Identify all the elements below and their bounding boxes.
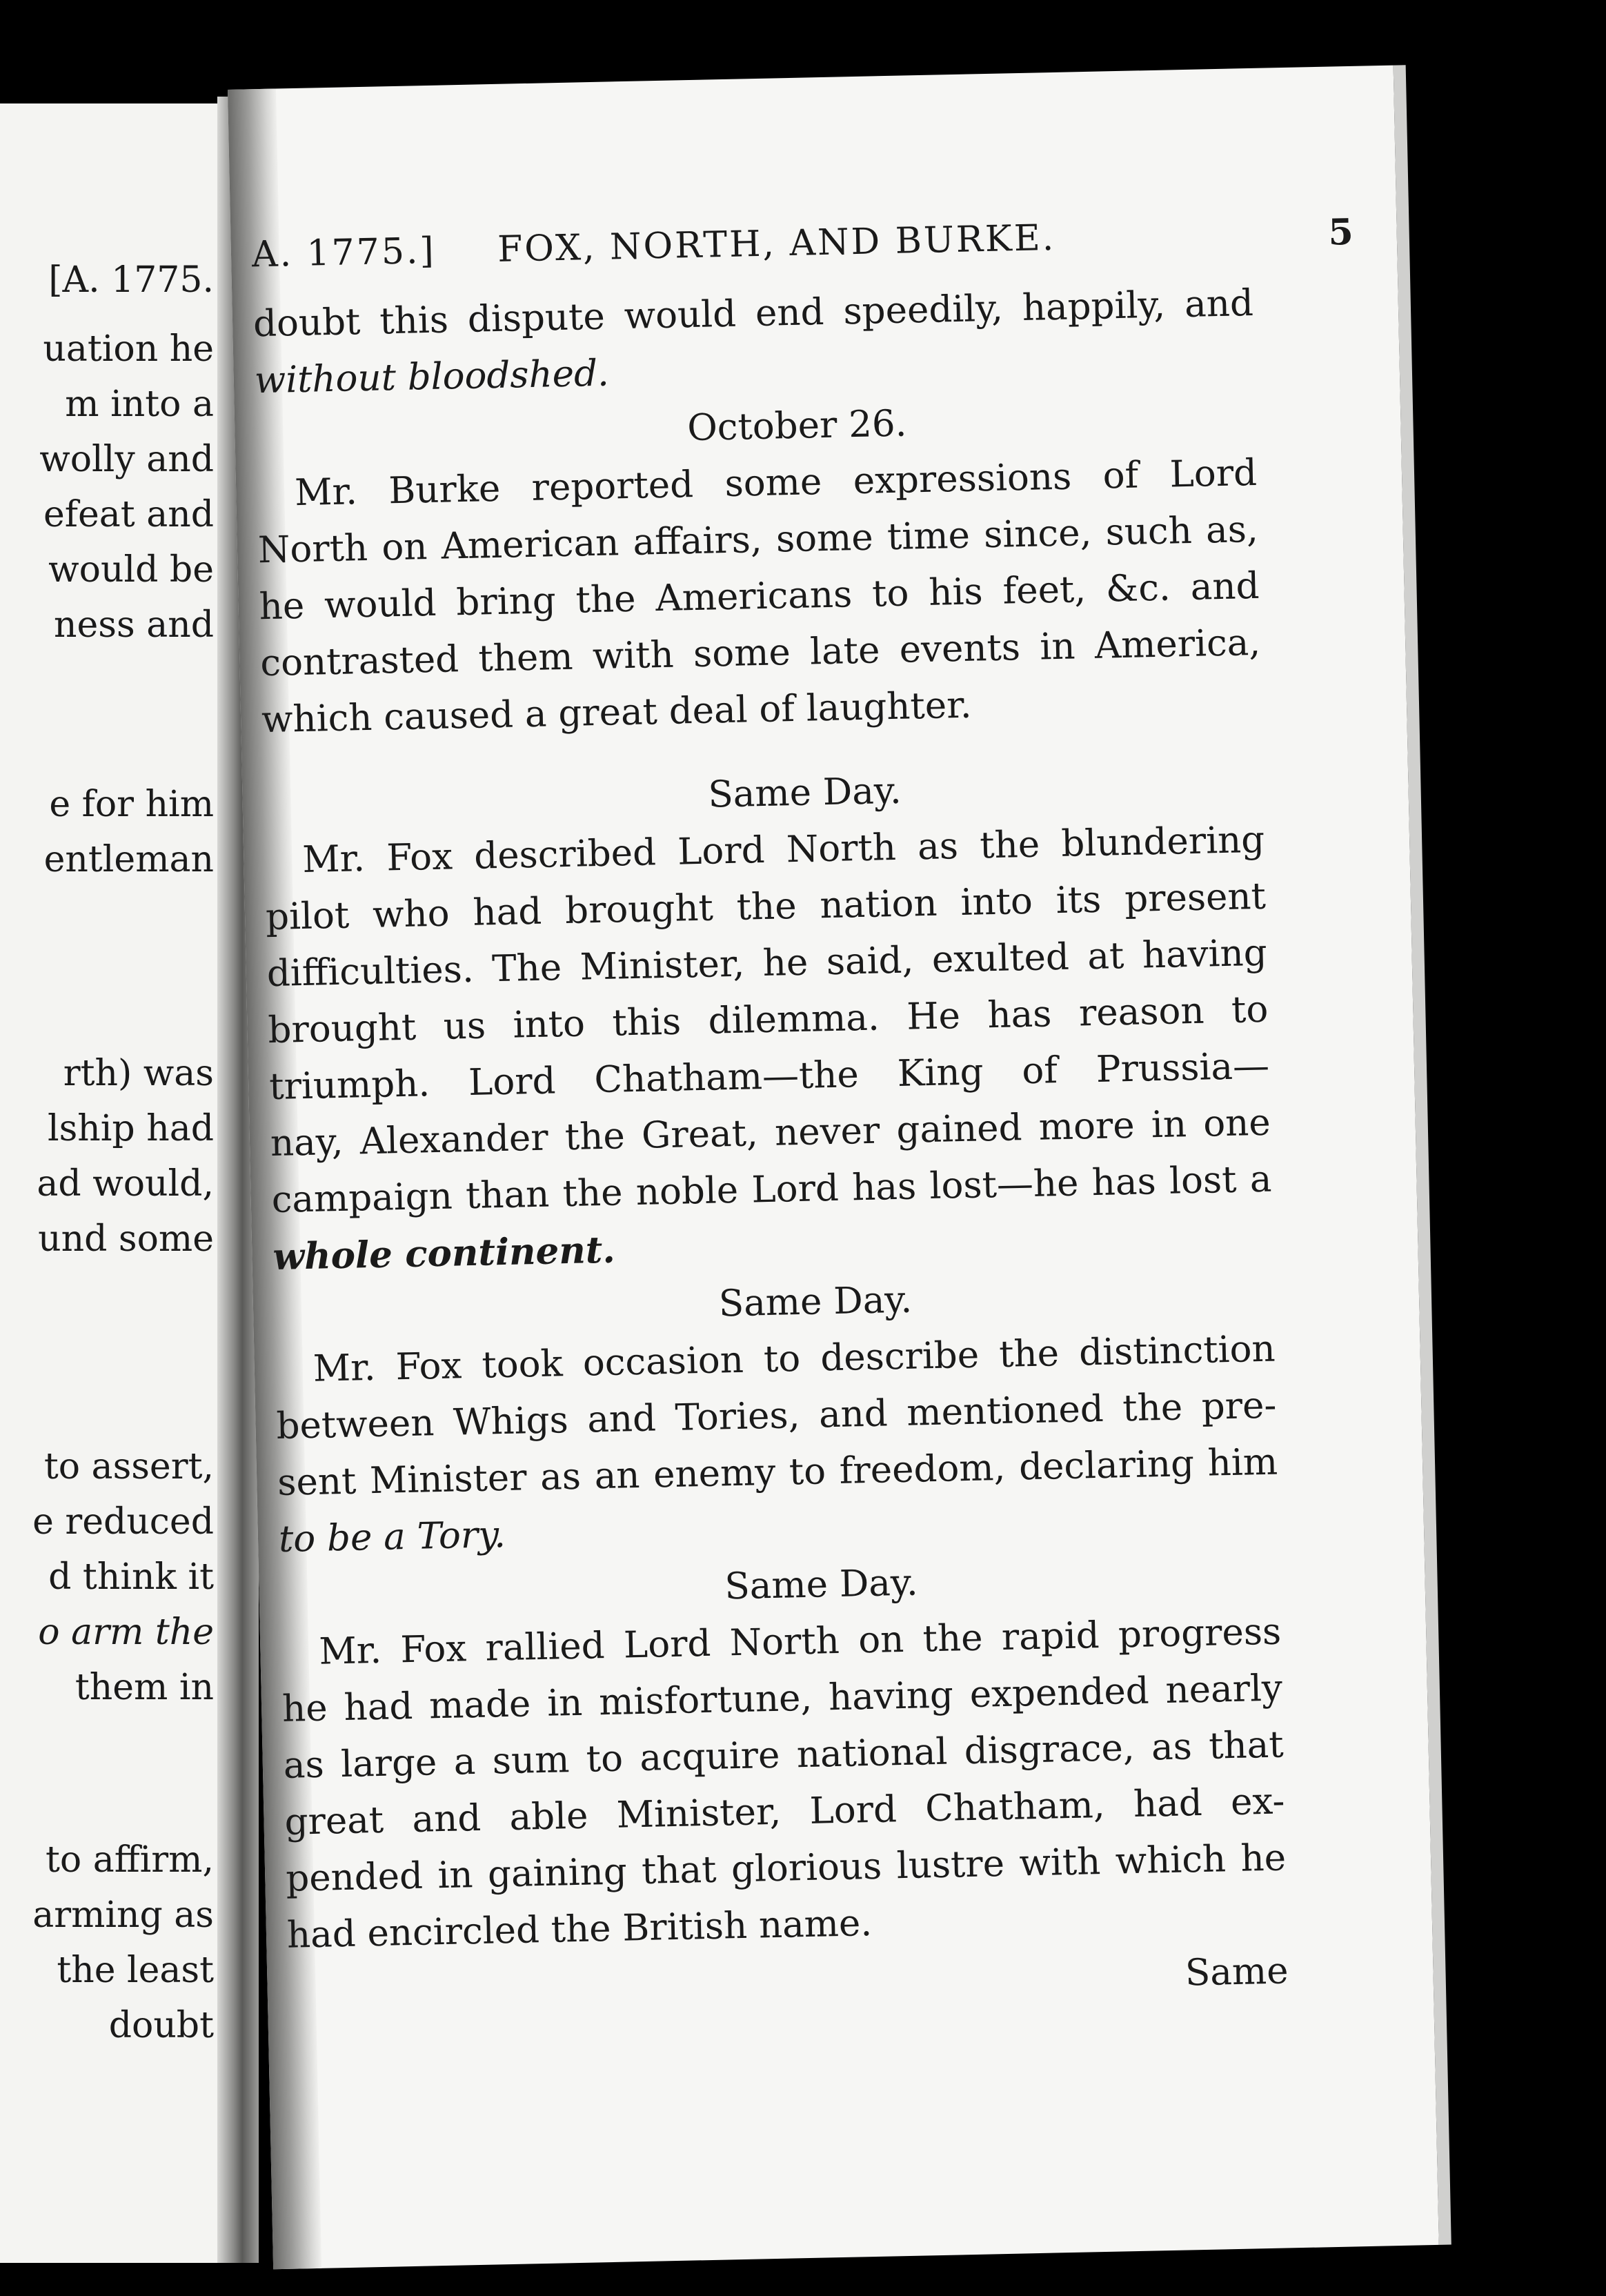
text-line: sent Minister as an enemy to freedom, declaring him [277, 1441, 1278, 1504]
left-line: rth) was [63, 1053, 214, 1094]
entry-date: October 26. [686, 402, 908, 450]
left-line: und some [38, 1218, 214, 1260]
left-page-text [0, 103, 228, 2263]
left-line: d think it [48, 1556, 214, 1598]
left-line: e reduced [32, 1501, 214, 1543]
text-line: as large a sum to acquire national disgrace, as that [283, 1723, 1285, 1787]
text-line: without bloodshed. [254, 352, 610, 402]
left-line: ness and [54, 604, 214, 646]
text-line: he had made in misfortune, having expended nearly [281, 1667, 1283, 1730]
left-line: wolly and [39, 439, 214, 480]
text-line: between Whigs and Tories, and mentioned the pre- [275, 1384, 1277, 1447]
left-line: would be [48, 549, 214, 591]
right-page [228, 66, 1439, 2270]
text-line: which caused a great deal of laughter. [261, 684, 973, 742]
text-line: Mr. Fox rallied Lord North on the rapid progress [318, 1610, 1282, 1673]
left-line: doubt [108, 2005, 214, 2046]
text-line: difficulties. The Minister, he said, exulted at having [266, 931, 1268, 996]
text-line: Mr. Fox took occasion to describe the distinction [313, 1327, 1276, 1390]
left-line: m into a [65, 384, 214, 425]
entry-date: Same Day. [724, 1561, 919, 1608]
text-line: triumph. Lord Chatham—the King of Prussia— [268, 1045, 1270, 1109]
text-line: brought us into this dilemma. He has reason to [267, 988, 1269, 1052]
text-line: to be a Tory. [278, 1514, 506, 1561]
text-line: doubt this dispute would end speedily, happily, and [252, 281, 1254, 346]
text-line: whole continent. [272, 1228, 616, 1278]
text-line: nay, Alexander the Great, never gained more in one [270, 1101, 1271, 1165]
left-page [0, 103, 228, 2263]
running-title: FOX, NORTH, AND BURKE. [497, 217, 1056, 270]
left-header-fragment: [A. 1775. [48, 259, 214, 301]
left-line: lship had [47, 1108, 214, 1149]
text-line: he would bring the Americans to his feet, &c. and [259, 564, 1260, 629]
left-line: to affirm, [45, 1839, 214, 1881]
left-line: entleman [43, 839, 214, 880]
text-line: pended in gaining that glorious lustre with which he [285, 1837, 1287, 1900]
text-line: Mr. Fox described Lord North as the blundering [301, 818, 1265, 881]
left-line: to assert, [43, 1446, 214, 1487]
left-line: the least [57, 1950, 214, 1991]
entry-date: Same Day. [718, 1278, 913, 1325]
left-line: o arm the [38, 1612, 214, 1653]
left-line: uation he [43, 328, 214, 370]
page-body [252, 275, 1289, 2021]
left-line: arming as [32, 1894, 214, 1936]
header-year: A. 1775.] [251, 230, 437, 276]
page-edge [1394, 65, 1451, 2245]
left-line: ad would, [37, 1163, 214, 1205]
left-line: efeat and [43, 494, 214, 535]
page-number: 5 [1327, 210, 1356, 254]
left-line: e for him [49, 784, 214, 825]
entry-date: Same Day. [707, 769, 902, 816]
text-line: pilot who had brought the nation into its present [265, 875, 1267, 939]
text-line: had encircled the British name. [286, 1902, 873, 1957]
left-line: them in [75, 1667, 214, 1708]
running-header [251, 211, 1356, 275]
text-line: North on American affairs, some time since, such as, [257, 508, 1259, 572]
text-line: Mr. Burke reported some expressions of Lord [294, 451, 1258, 515]
text-line: contrasted them with some late events in America, [259, 621, 1261, 685]
text-line: great and able Minister, Lord Chatham, had ex- [284, 1780, 1285, 1843]
text-line: campaign than the noble Lord has lost—he has lost a [271, 1158, 1273, 1222]
catchword: Same [1184, 1950, 1289, 1995]
